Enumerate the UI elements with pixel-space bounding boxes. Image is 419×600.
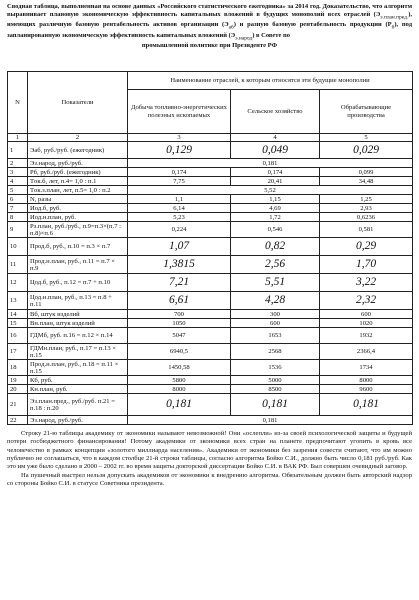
row-indicator: N, разы [28, 195, 128, 204]
row-number: 3 [8, 168, 28, 177]
row-indicator: Вн.план, штук изделий [28, 319, 128, 328]
row-value: 7,75 [128, 177, 231, 186]
table-row [8, 159, 413, 168]
table-row [8, 328, 413, 344]
table-row [8, 385, 413, 394]
row-value: 3,22 [320, 274, 413, 292]
row-value: 0,029 [320, 142, 413, 159]
table-row [8, 274, 413, 292]
row-value: 300 [231, 310, 320, 319]
document-heading [7, 3, 412, 71]
row-value: 600 [320, 310, 413, 319]
row-value: 20,41 [231, 177, 320, 186]
row-indicator: Иод.б, руб. [28, 204, 128, 213]
table-row [8, 186, 413, 195]
heading-text-5: ) в Совете по [252, 31, 291, 39]
table-row [8, 195, 413, 204]
table-row [8, 142, 413, 159]
column-number: 3 [128, 134, 231, 142]
row-value: 600 [231, 319, 320, 328]
row-value: 0,581 [320, 222, 413, 238]
row-indicator: Рб, руб./руб. (ежегодник) [28, 168, 128, 177]
row-value: 0,049 [231, 142, 320, 159]
row-value: 0,224 [128, 222, 231, 238]
table-row [8, 319, 413, 328]
row-value: 700 [128, 310, 231, 319]
row-indicator: Рз.план, руб./руб., п.9=п.3×(п.7 : п.8)×п.6 [28, 222, 128, 238]
column-number-row [8, 134, 413, 142]
row-number: 20 [8, 385, 28, 394]
row-number: 1 [8, 142, 28, 159]
row-value: 5800 [128, 376, 231, 385]
row-number: 19 [8, 376, 28, 385]
table-row [8, 394, 413, 416]
row-indicator: Эаб, руб./руб. (ежегодник) [28, 142, 128, 159]
table-row [8, 416, 413, 425]
header-indicator: Показатели [28, 72, 128, 134]
row-value: 0,181 [320, 394, 413, 416]
heading-sub-2: аб [228, 24, 234, 31]
row-number: 2 [8, 159, 28, 168]
row-value: 0,129 [128, 142, 231, 159]
row-value: 2366,4 [320, 344, 413, 360]
row-value: 5,51 [231, 274, 320, 292]
row-number: 13 [8, 292, 28, 310]
row-number: 6 [8, 195, 28, 204]
table-row [8, 213, 413, 222]
row-value: 4,69 [231, 204, 320, 213]
row-value: 0,82 [231, 238, 320, 256]
row-value: 5,23 [128, 213, 231, 222]
table-row [8, 204, 413, 213]
table-row [8, 344, 413, 360]
row-number: 17 [8, 344, 28, 360]
header-mining: Добыча топливно-энергетических полезных ископаемых [128, 90, 231, 134]
footer-paragraph-1: Строку 21-ю таблицы академику от экономики называют невозможной! Они «ослепли» из-за своей психологической защиты и будущей потери госбюджетного финансирования! Потому академики от экономики всех стран на планете предпочитают угопить в кровь все человечество в рамках концепции «золотого миллиарда населения». Академики от экономики без зазрения совести считают, что им можно публично не соглашаться, что в каждом столбце 21-й строки таблицы, согласно алгоритма Бойко С.И., должно быть число 0,181 руб./руб. Как это им уже было сделано в 2000 – 2002 гг. во время защиты докторской диссертации Бойко С.И. в ВАК РФ. Был совершен очевидный заговор. [7, 430, 412, 471]
row-value: 5000 [231, 376, 320, 385]
row-value: 6,61 [128, 292, 231, 310]
row-value: 1536 [231, 360, 320, 376]
row-indicator: Эз.план.пред., руб./руб. п.21 = п.18 : п.20 [28, 394, 128, 416]
row-indicator: Кб, руб. [28, 376, 128, 385]
row-value: 1,1 [128, 195, 231, 204]
row-number: 18 [8, 360, 28, 376]
table-row [8, 360, 413, 376]
column-number: 4 [231, 134, 320, 142]
column-number: 1 [8, 134, 28, 142]
row-value: 2,93 [320, 204, 413, 213]
row-value: 1,25 [320, 195, 413, 204]
row-number: 7 [8, 204, 28, 213]
header-industry-group: Наименование отраслей, к которым относятся эти будущие монополии [128, 72, 413, 90]
row-value: 1734 [320, 360, 413, 376]
footer-paragraph-2: На пушечный выстрел нельзя допускать академиков от экономики к внедрению алгоритма. Обязательным должен быть авторский надзор со стороны Бойко С.И. в статусе Советника президента. [7, 472, 412, 488]
table-row [8, 376, 413, 385]
row-value: 1,70 [320, 256, 413, 274]
header-n: N [8, 72, 28, 134]
row-value: 6940,5 [128, 344, 231, 360]
row-value: 0,174 [128, 168, 231, 177]
heading-sub-1: э.план.пред. [380, 14, 409, 21]
row-number: 16 [8, 328, 28, 344]
header-manufacturing: Обрабатывающие производства [320, 90, 413, 134]
row-value: 8000 [320, 376, 413, 385]
heading-sub-4: э.народ [235, 35, 253, 42]
row-value: 5047 [128, 328, 231, 344]
table-body [8, 142, 413, 425]
row-indicator: Эз.народ, руб./руб. [28, 416, 128, 425]
row-value: 1,72 [231, 213, 320, 222]
document-footer [7, 430, 412, 488]
row-common-value: 0,181 [128, 159, 413, 168]
row-value: 9600 [320, 385, 413, 394]
row-value: 34,48 [320, 177, 413, 186]
table-row [8, 168, 413, 177]
row-value: 1653 [231, 328, 320, 344]
row-number: 22 [8, 416, 28, 425]
row-value: 0,181 [128, 394, 231, 416]
row-value: 8500 [231, 385, 320, 394]
row-indicator: ГДМб, руб. п.16 = п.12 × п.14 [28, 328, 128, 344]
row-value: 8000 [128, 385, 231, 394]
row-number: 14 [8, 310, 28, 319]
row-value: 1,3815 [128, 256, 231, 274]
row-value: 0,181 [231, 394, 320, 416]
header-agriculture: Сельское хозяйство [231, 90, 320, 134]
row-indicator: Эз.народ, руб./руб. [28, 159, 128, 168]
row-indicator: Вб, штук изделий [28, 310, 128, 319]
row-number: 11 [8, 256, 28, 274]
row-common-value: 0,181 [128, 416, 413, 425]
row-value: 2,56 [231, 256, 320, 274]
table-row [8, 310, 413, 319]
row-value: 1050 [128, 319, 231, 328]
row-value: 6,14 [128, 204, 231, 213]
row-number: 21 [8, 394, 28, 416]
heading-text-4: ), под запланированную экономическую эффективность капитальных вложений (Э [7, 21, 412, 39]
row-number: 5 [8, 186, 28, 195]
row-number: 15 [8, 319, 28, 328]
row-value: 1020 [320, 319, 413, 328]
row-indicator: Прод.б, руб., п.10 = п.3 × п.7 [28, 238, 128, 256]
row-common-value: 5,52 [128, 186, 413, 195]
row-indicator: ГДМн.план, руб., п.17 = п.13 × п.15 [28, 344, 128, 360]
row-number: 4 [8, 177, 28, 186]
table-row [8, 222, 413, 238]
row-indicator: Tок.б, лет, п.4= 1,0 : п.1 [28, 177, 128, 186]
row-value: 0,174 [231, 168, 320, 177]
row-value: 0,6236 [320, 213, 413, 222]
row-number: 12 [8, 274, 28, 292]
row-value: 0,099 [320, 168, 413, 177]
table-row [8, 177, 413, 186]
row-indicator: Кн.план, руб. [28, 385, 128, 394]
row-indicator: Иод.н.план, руб. [28, 213, 128, 222]
row-value: 2568 [231, 344, 320, 360]
row-value: 0,29 [320, 238, 413, 256]
heading-sub-3: б [391, 24, 395, 31]
column-number: 2 [28, 134, 128, 142]
row-value: 7,21 [128, 274, 231, 292]
table-row [8, 292, 413, 310]
row-indicator: Прод.н.план, руб., п.11 = п.7 × п.9 [28, 256, 128, 274]
heading-text-3: ) и разную базовую рентабельность продукции (Р [233, 21, 392, 29]
heading-text-1: Сводная таблица, выполненная на основе данных «Российского статистического ежегодника» за 2014 год. Доказательство, что алгоритм выравнивает плановую экономическую эффективность капитальных вложений в будущих монополий всех отраслей (Э [7, 3, 412, 19]
table-row [8, 238, 413, 256]
row-number: 8 [8, 213, 28, 222]
row-value: 4,28 [231, 292, 320, 310]
row-indicator: Прод.н.план, руб., п.18 = п.11 × п.15 [28, 360, 128, 376]
row-value: 1,15 [231, 195, 320, 204]
row-indicator: Цод.н.план, руб., п.13 = п.8 + п.11 [28, 292, 128, 310]
column-number: 5 [320, 134, 413, 142]
row-value: 0,546 [231, 222, 320, 238]
row-value: 1,07 [128, 238, 231, 256]
row-number: 9 [8, 222, 28, 238]
heading-text-2: ), имеющих различную базовую рентабельность активов организации (Э [7, 11, 412, 29]
heading-text-6: промышленной политике при Президенте РФ [141, 42, 278, 50]
row-value: 1932 [320, 328, 413, 344]
table-row [8, 256, 413, 274]
row-value: 2,32 [320, 292, 413, 310]
row-number: 10 [8, 238, 28, 256]
summary-table [7, 71, 413, 425]
row-indicator: Цод.б, руб., п.12 = п.7 + п.10 [28, 274, 128, 292]
row-value: 1450,58 [128, 360, 231, 376]
row-indicator: Tок.з.план, лет, п.5= 1,0 : п.2 [28, 186, 128, 195]
